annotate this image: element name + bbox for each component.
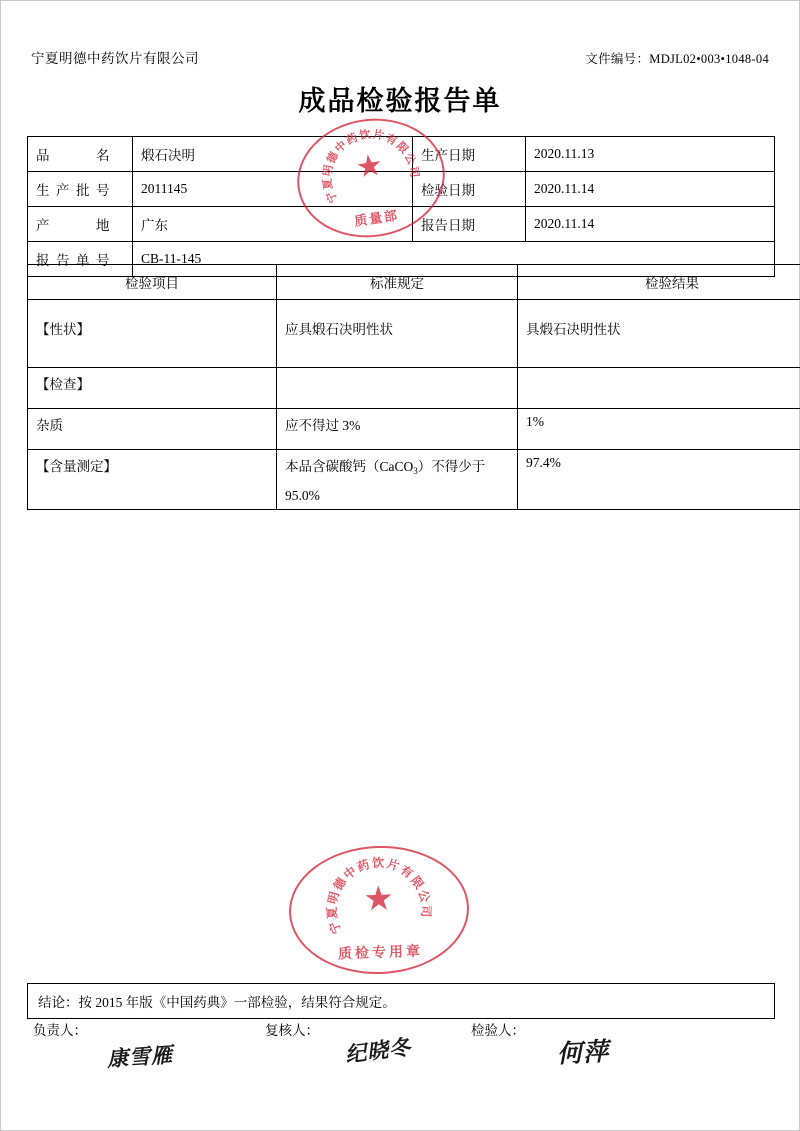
table-row (28, 300, 800, 368)
item-standard: 应具煅石决明性状 (277, 300, 518, 368)
standard-text-line2: 95.0% (285, 488, 320, 503)
inspector-label: 检验人： (471, 1023, 525, 1038)
responsible-label: 负责人： (33, 1023, 87, 1038)
report-date-value: 2020.11.14 (526, 207, 775, 242)
table-row (28, 172, 775, 207)
stamp-arc-text-bottom: 宁 夏 明 德 中 药 饮 片 有 限 公 司 (324, 855, 434, 936)
item-standard (277, 368, 518, 409)
inspection-date-label: 检验日期 (413, 172, 526, 207)
signature-row (27, 1019, 775, 1079)
item-standard (277, 450, 518, 510)
origin-label: 产 地 (28, 207, 133, 242)
standard-subscript: 3 (413, 466, 418, 476)
item-result (518, 368, 800, 409)
conclusion-table (27, 983, 775, 1019)
responsible-signature: 康雪雁 (106, 1042, 174, 1072)
batch-value: 2011145 (133, 172, 413, 207)
origin-value: 广东 (133, 207, 413, 242)
item-result: 1% (518, 409, 800, 450)
column-header-result: 检验结果 (518, 265, 800, 300)
standard-text-post: ）不得少于 (417, 459, 486, 474)
inspection-seal-stamp (287, 843, 471, 977)
report-no-label: 报告单号 (28, 242, 133, 277)
conclusion-text: 结论：按 2015 年版《中国药典》一部检验，结果符合规定。 (28, 984, 775, 1019)
company-name: 宁夏明德中药饮片有限公司 (31, 51, 199, 66)
stamp-label-bottom: 质检专用章 (337, 944, 424, 963)
batch-label: 生产批号 (28, 172, 133, 207)
table-row (28, 984, 775, 1019)
item-name: 杂质 (28, 409, 277, 450)
production-date-label: 生产日期 (413, 137, 526, 172)
column-header-item: 检验项目 (28, 265, 277, 300)
standard-text-pre: 本品含碳酸钙（CaCO (285, 459, 414, 474)
inspector-signature: 何萍 (556, 1038, 610, 1069)
item-result: 97.4% (518, 450, 800, 510)
inspection-date-value: 2020.11.14 (526, 172, 775, 207)
table-header-row (28, 265, 800, 300)
product-name-label: 品 名 (28, 137, 133, 172)
star-icon: ★ (362, 880, 395, 919)
page-title: 成品检验报告单 (298, 86, 502, 116)
item-result: 具煅石决明性状 (518, 300, 800, 368)
table-row (28, 368, 800, 409)
production-date-value: 2020.11.13 (526, 137, 775, 172)
reviewer-signature: 纪晓冬 (343, 1035, 413, 1067)
item-name: 【检查】 (28, 368, 277, 409)
column-header-standard: 标准规定 (277, 265, 518, 300)
document-header (31, 47, 769, 67)
item-standard: 应不得过 3% (277, 409, 518, 450)
item-name: 【性状】 (28, 300, 277, 368)
table-row (28, 207, 775, 242)
table-row (28, 450, 800, 510)
product-name-value: 煅石决明 (133, 137, 413, 172)
reviewer-label: 复核人： (265, 1023, 319, 1038)
stamp-label-top: 质量部 (353, 207, 400, 229)
product-info-table (27, 136, 775, 277)
inspection-table (27, 264, 800, 510)
document-number: 文件编号：MDJL02•003•1048-04 (585, 52, 769, 66)
report-date-label: 报告日期 (413, 207, 526, 242)
stamp-arc-text-top: 宁 夏 明 德 中 药 饮 片 有 限 公 司 (321, 128, 421, 205)
table-row (28, 409, 800, 450)
star-icon: ★ (353, 147, 385, 185)
item-name: 【含量测定】 (28, 450, 277, 510)
table-row (28, 137, 775, 172)
report-no-value: CB-11-145 (133, 242, 775, 277)
